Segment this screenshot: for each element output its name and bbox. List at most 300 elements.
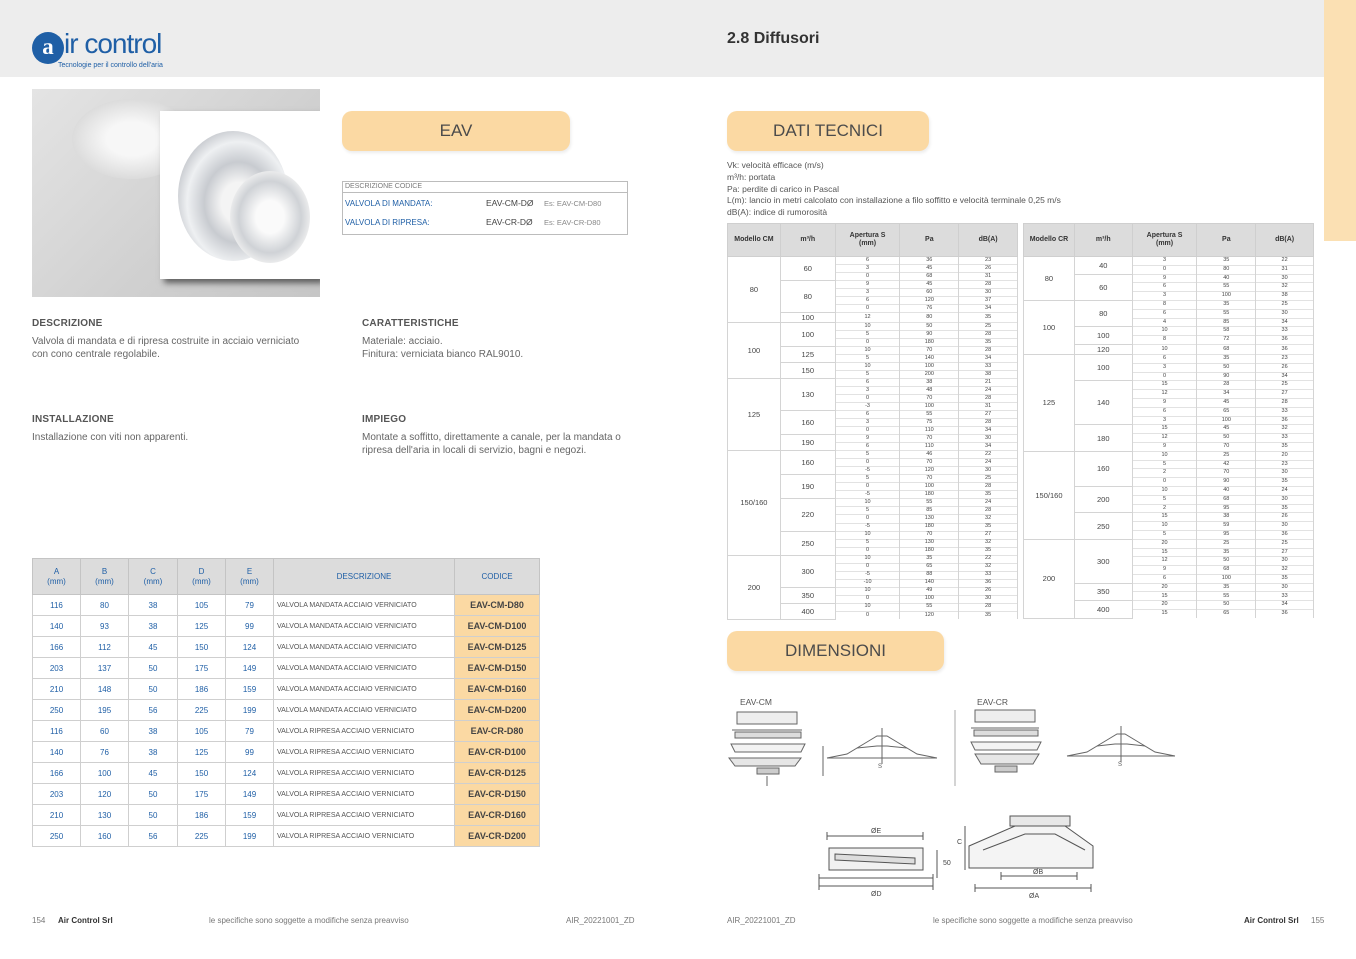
noise-cell: 35 (1256, 478, 1314, 487)
aperture-cell: -5 (835, 491, 900, 499)
product-photo (32, 89, 320, 297)
aperture-cell: 5 (835, 371, 900, 379)
pressure-cell: 95 (1197, 530, 1256, 539)
flow-cell: 60 (780, 257, 835, 281)
flow-cell: 80 (1074, 300, 1132, 326)
noise-cell: 30 (1256, 495, 1314, 504)
aperture-cell: 15 (1132, 513, 1197, 522)
pressure-cell: 90 (900, 331, 959, 339)
pressure-cell: 70 (900, 347, 959, 355)
description-cell: VALVOLA MANDATA ACCIAIO VERNICIATO (274, 595, 455, 616)
dimension-cell: 149 (226, 784, 274, 805)
aperture-cell: 0 (1132, 372, 1197, 381)
pressure-cell: 140 (900, 579, 959, 587)
logo-mark: a (32, 32, 64, 64)
flow-cell: 120 (1074, 344, 1132, 354)
noise-cell: 28 (959, 395, 1018, 403)
pressure-cell: 28 (1197, 381, 1256, 390)
dimension-cell: 166 (33, 763, 81, 784)
dim-label-cr: EAV-CR (977, 697, 1009, 707)
aperture-cell: 12 (1132, 434, 1197, 443)
flow-cell: 190 (780, 435, 835, 451)
noise-cell: 30 (959, 595, 1018, 603)
noise-cell: 33 (1256, 407, 1314, 416)
noise-cell: 23 (1256, 460, 1314, 469)
aperture-cell: 3 (835, 419, 900, 427)
aperture-cell: 10 (835, 531, 900, 539)
pressure-cell: 50 (900, 323, 959, 331)
pressure-cell: 48 (900, 387, 959, 395)
pressure-cell: 180 (900, 339, 959, 347)
pressure-cell: 40 (1197, 486, 1256, 495)
table-row (33, 784, 540, 805)
pressure-cell: 180 (900, 523, 959, 531)
header-label: Apertura S (mm) (1146, 232, 1183, 247)
description-cell: VALVOLA RIPRESA ACCIAIO VERNICIATO (274, 805, 455, 826)
pressure-cell: 45 (900, 281, 959, 289)
aperture-cell: -5 (835, 523, 900, 531)
product-code-cell: EAV-CR-D200 (455, 826, 540, 847)
cr-technical-table (1023, 223, 1314, 619)
model-cell: 125 (1024, 354, 1075, 451)
dimension-drawings-bottom (815, 810, 1105, 902)
footer-note-left: le specifiche sono soggette a modifiche senza preavviso (209, 916, 409, 925)
table-header-0 (33, 559, 81, 595)
header-label: m³/h (1095, 236, 1111, 243)
aperture-cell: 3 (835, 387, 900, 395)
dimension-cell: 159 (226, 679, 274, 700)
noise-cell: 22 (1256, 257, 1314, 266)
dimension-cell: 116 (33, 721, 81, 742)
dimension-cell: 137 (81, 658, 129, 679)
pressure-cell: 35 (1197, 548, 1256, 557)
product-card-image (160, 111, 320, 279)
dimension-cell: 80 (81, 595, 129, 616)
aperture-cell: 6 (835, 257, 900, 265)
cm_table-header-4 (959, 224, 1018, 257)
table-row (33, 763, 540, 784)
code-box-header: DESCRIZIONE CODICE (345, 183, 423, 190)
aperture-cell: 9 (1132, 442, 1197, 451)
noise-cell: 27 (1256, 548, 1314, 557)
pressure-cell: 80 (900, 313, 959, 323)
pressure-cell: 75 (900, 419, 959, 427)
noise-cell: 32 (959, 563, 1018, 571)
pressure-cell: 68 (1197, 566, 1256, 575)
installazione-title: INSTALLAZIONE (32, 414, 114, 425)
caratteristiche-title: CARATTERISTICHE (362, 318, 459, 329)
pressure-cell: 70 (900, 459, 959, 467)
noise-cell: 28 (959, 281, 1018, 289)
pressure-cell: 65 (1197, 610, 1256, 619)
product-code-cell: EAV-CM-D150 (455, 658, 540, 679)
dimension-cell: 79 (226, 721, 274, 742)
model-cell: 80 (728, 257, 781, 323)
pressure-cell: 35 (1197, 354, 1256, 363)
dimension-cell: 225 (178, 826, 226, 847)
noise-cell: 23 (1256, 354, 1314, 363)
flow-cell: 350 (1074, 583, 1132, 601)
noise-cell: 35 (959, 491, 1018, 499)
dimension-cell: 45 (129, 763, 178, 784)
tech-row (1024, 451, 1314, 460)
pressure-cell: 100 (900, 595, 959, 603)
aperture-cell: 6 (835, 297, 900, 305)
noise-cell: 24 (959, 499, 1018, 507)
pressure-cell: 45 (1197, 425, 1256, 434)
description-cell: VALVOLA RIPRESA ACCIAIO VERNICIATO (274, 784, 455, 805)
pressure-cell: 60 (900, 289, 959, 297)
pressure-cell: 88 (900, 571, 959, 579)
pressure-cell: 100 (1197, 292, 1256, 301)
aperture-cell: 0 (835, 563, 900, 571)
aperture-cell: 15 (1132, 425, 1197, 434)
noise-cell: 30 (1256, 469, 1314, 478)
dim-50-label: 50 (943, 860, 951, 867)
aperture-cell: 5 (835, 451, 900, 459)
description-cell: VALVOLA RIPRESA ACCIAIO VERNICIATO (274, 742, 455, 763)
noise-cell: 34 (1256, 601, 1314, 610)
description-cell: VALVOLA RIPRESA ACCIAIO VERNICIATO (274, 721, 455, 742)
flow-cell: 180 (1074, 425, 1132, 451)
flow-cell: 200 (1074, 486, 1132, 512)
pressure-cell: 50 (1197, 363, 1256, 372)
noise-cell: 27 (959, 531, 1018, 539)
noise-cell: 28 (959, 419, 1018, 427)
noise-cell: 25 (959, 475, 1018, 483)
model-cell: 200 (1024, 539, 1075, 618)
code-label-ripresa: VALVOLA DI RIPRESA: (345, 218, 430, 227)
noise-cell: 20 (1256, 451, 1314, 460)
pressure-cell: 100 (900, 483, 959, 491)
table-row (33, 637, 540, 658)
aperture-cell: 15 (1132, 381, 1197, 390)
dimension-cell: 150 (178, 763, 226, 784)
pressure-cell: 35 (1197, 257, 1256, 266)
caratteristiche-material: Materiale: acciaio. (362, 336, 443, 347)
dimension-cell: 199 (226, 700, 274, 721)
noise-cell: 35 (1256, 504, 1314, 513)
aperture-cell: 10 (835, 499, 900, 507)
pressure-cell: 55 (900, 603, 959, 611)
aperture-cell: 0 (835, 339, 900, 347)
aperture-cell: 5 (835, 539, 900, 547)
noise-cell: 36 (959, 579, 1018, 587)
pressure-cell: 130 (900, 539, 959, 547)
pressure-cell: 25 (1197, 539, 1256, 548)
product-code-cell: EAV-CR-D80 (455, 721, 540, 742)
pressure-cell: 59 (1197, 522, 1256, 531)
cm_table-header-1 (780, 224, 835, 257)
dimension-cell: 124 (226, 637, 274, 658)
noise-cell: 38 (959, 371, 1018, 379)
dimension-cell: 130 (81, 805, 129, 826)
noise-cell: 28 (959, 483, 1018, 491)
flow-cell: 40 (1074, 257, 1132, 275)
tech-row (1024, 300, 1314, 309)
header-label: dB(A) (1275, 236, 1295, 243)
pressure-cell: 45 (900, 265, 959, 273)
pressure-cell: 110 (900, 427, 959, 435)
caratteristiche-finish: Finitura: verniciata bianco RAL9010. (362, 349, 524, 360)
table-header-6 (455, 559, 540, 595)
pressure-cell: 85 (900, 507, 959, 515)
noise-cell: 24 (1256, 486, 1314, 495)
aperture-cell: 15 (1132, 548, 1197, 557)
aperture-cell: 10 (1132, 486, 1197, 495)
pressure-cell: 80 (1197, 265, 1256, 274)
noise-cell: 34 (1256, 318, 1314, 327)
aperture-cell: -5 (835, 571, 900, 579)
dimension-cell: 105 (178, 721, 226, 742)
pressure-cell: 72 (1197, 336, 1256, 345)
dimension-cell: 100 (81, 763, 129, 784)
flow-cell: 350 (780, 587, 835, 603)
dimension-cell: 99 (226, 616, 274, 637)
pressure-cell: 70 (900, 531, 959, 539)
dimension-cell: 116 (33, 595, 81, 616)
model-cell: 125 (728, 379, 781, 451)
noise-cell: 30 (1256, 583, 1314, 592)
table-row (33, 658, 540, 679)
description-cell: VALVOLA RIPRESA ACCIAIO VERNICIATO (274, 826, 455, 847)
noise-cell: 36 (1256, 344, 1314, 354)
dim-b-label: ØB (1033, 869, 1044, 876)
logo-wordmark: ir control (64, 28, 162, 59)
aperture-cell: 10 (835, 347, 900, 355)
noise-cell: 34 (959, 443, 1018, 451)
dimension-cell: 50 (129, 658, 178, 679)
chapter-title: 2.8 Diffusori (727, 30, 820, 47)
flow-cell: 100 (1074, 327, 1132, 345)
dimension-cell: 203 (33, 784, 81, 805)
dimension-cell: 159 (226, 805, 274, 826)
description-cell: VALVOLA MANDATA ACCIAIO VERNICIATO (274, 679, 455, 700)
header-label: Modello CM (734, 236, 774, 243)
aperture-cell: 5 (1132, 495, 1197, 504)
aperture-cell: 20 (1132, 583, 1197, 592)
pressure-cell: 90 (1197, 478, 1256, 487)
code-format-mandata: EAV-CM-DØ (486, 198, 534, 208)
pressure-cell: 68 (1197, 344, 1256, 354)
dati-tecnici-title: DATI TECNICI (727, 111, 929, 151)
model-cell: 150/160 (1024, 451, 1075, 539)
dimension-cell: 203 (33, 658, 81, 679)
model-cell: 150/160 (728, 451, 781, 555)
noise-cell: 30 (1256, 309, 1314, 318)
flow-cell: 100 (780, 313, 835, 323)
noise-cell: 36 (1256, 416, 1314, 425)
description-cell: VALVOLA MANDATA ACCIAIO VERNICIATO (274, 616, 455, 637)
aperture-cell: 2 (1132, 469, 1197, 478)
cm-side-collar (737, 712, 797, 724)
noise-cell: 25 (959, 323, 1018, 331)
table-row (33, 616, 540, 637)
code-format-ripresa: EAV-CR-DØ (486, 217, 533, 227)
dimension-cell: 99 (226, 742, 274, 763)
pressure-cell: 70 (900, 475, 959, 483)
aperture-cell: 0 (835, 305, 900, 313)
dimension-cell: 166 (33, 637, 81, 658)
code-example-ripresa: Es: EAV-CR-D80 (544, 218, 601, 227)
aperture-cell: 3 (835, 289, 900, 297)
flow-cell: 190 (780, 475, 835, 499)
dimension-cell: 105 (178, 595, 226, 616)
noise-cell: 28 (1256, 398, 1314, 407)
aperture-cell: 6 (1132, 574, 1197, 583)
dimension-cell: 38 (129, 595, 178, 616)
dimension-cell: 195 (81, 700, 129, 721)
noise-cell: 35 (959, 547, 1018, 555)
dimension-cell: 50 (129, 679, 178, 700)
aperture-cell: 9 (835, 435, 900, 443)
product-code-cell: EAV-CR-D160 (455, 805, 540, 826)
pressure-cell: 110 (900, 443, 959, 451)
aperture-cell: 3 (1132, 257, 1197, 266)
aperture-cell: 3 (1132, 363, 1197, 372)
noise-cell: 23 (959, 257, 1018, 265)
flow-cell: 160 (1074, 451, 1132, 486)
dimension-cell: 210 (33, 805, 81, 826)
noise-cell: 28 (959, 331, 1018, 339)
aperture-cell: 3 (835, 265, 900, 273)
product-code-cell: EAV-CR-D100 (455, 742, 540, 763)
noise-cell: 26 (1256, 513, 1314, 522)
pressure-cell: 70 (1197, 442, 1256, 451)
noise-cell: 37 (959, 297, 1018, 305)
noise-cell: 26 (1256, 363, 1314, 372)
dimension-cell: 56 (129, 700, 178, 721)
noise-cell: 25 (1256, 539, 1314, 548)
dimension-cell: 160 (81, 826, 129, 847)
dimensioni-title: DIMENSIONI (727, 631, 944, 671)
flow-cell: 400 (1074, 601, 1132, 619)
pressure-cell: 42 (1197, 460, 1256, 469)
footer-doc-right: AIR_20221001_ZD (727, 916, 796, 925)
model-cell: 200 (728, 555, 781, 619)
dimension-cell: 38 (129, 616, 178, 637)
table-row (33, 805, 540, 826)
dimension-cell: 175 (178, 784, 226, 805)
aperture-cell: 10 (835, 323, 900, 331)
aperture-cell: 0 (835, 595, 900, 603)
aperture-cell: 0 (835, 547, 900, 555)
aperture-cell: -10 (835, 579, 900, 587)
pressure-cell: 35 (1197, 583, 1256, 592)
noise-cell: 33 (1256, 592, 1314, 601)
aperture-cell: 10 (835, 587, 900, 595)
noise-cell: 35 (1256, 442, 1314, 451)
pressure-cell: 55 (1197, 309, 1256, 318)
model-cell: 100 (728, 323, 781, 379)
pressure-cell: 180 (900, 491, 959, 499)
table-row (33, 595, 540, 616)
table-header-1 (81, 559, 129, 595)
product-title: EAV (342, 111, 570, 151)
flow-cell: 80 (780, 281, 835, 313)
dimension-cell: 140 (33, 616, 81, 637)
flow-cell: 160 (780, 451, 835, 475)
pressure-cell: 25 (1197, 451, 1256, 460)
dimension-cell: 186 (178, 679, 226, 700)
product-codes-table (32, 558, 540, 847)
pressure-cell: 55 (1197, 283, 1256, 292)
aperture-cell: 3 (1132, 292, 1197, 301)
aperture-cell: 20 (1132, 601, 1197, 610)
pressure-cell: 40 (1197, 274, 1256, 283)
aperture-cell: 6 (1132, 309, 1197, 318)
noise-cell: 30 (1256, 274, 1314, 283)
aperture-cell: 3 (1132, 416, 1197, 425)
noise-cell: 34 (959, 355, 1018, 363)
dimension-cell: 175 (178, 658, 226, 679)
dimension-cell: 124 (226, 763, 274, 784)
cm_table-header-2 (835, 224, 900, 257)
model-cell: 100 (1024, 300, 1075, 354)
noise-cell: 35 (1256, 574, 1314, 583)
aperture-cell: -3 (835, 403, 900, 411)
pressure-cell: 180 (900, 547, 959, 555)
dim-c-label: C (957, 839, 963, 846)
noise-cell: 26 (959, 265, 1018, 273)
technical-legend (727, 160, 1061, 219)
noise-cell: 28 (959, 347, 1018, 355)
header-label: dB(A) (978, 236, 998, 243)
noise-cell: 28 (959, 507, 1018, 515)
dimension-cell: 112 (81, 637, 129, 658)
pressure-cell: 55 (900, 411, 959, 419)
cm_table-header-3 (900, 224, 959, 257)
table-row (33, 679, 540, 700)
dimension-cell: 50 (129, 784, 178, 805)
air-control-logo (32, 28, 172, 74)
dim-label-cm: EAV-CM (740, 697, 772, 707)
dimension-cell: 60 (81, 721, 129, 742)
noise-cell: 26 (959, 587, 1018, 595)
dimension-cell: 148 (81, 679, 129, 700)
pressure-cell: 38 (900, 379, 959, 387)
aperture-cell: 0 (835, 611, 900, 619)
table-row (33, 742, 540, 763)
cm_table-header-0 (728, 224, 781, 257)
cr_table-header-1 (1074, 224, 1132, 257)
table-row (33, 700, 540, 721)
code-example-mandata: Es: EAV-CM-D80 (544, 199, 602, 208)
aperture-cell: 12 (1132, 557, 1197, 566)
pressure-cell: 90 (1197, 372, 1256, 381)
header-label: DESCRIZIONE (336, 571, 392, 581)
flow-cell: 250 (780, 531, 835, 555)
aperture-cell: 9 (1132, 398, 1197, 407)
pressure-cell: 58 (1197, 327, 1256, 336)
pressure-cell: 120 (900, 611, 959, 619)
aperture-cell: 10 (835, 603, 900, 611)
dimension-cell: 93 (81, 616, 129, 637)
dim-d-label: ØD (871, 891, 882, 898)
noise-cell: 34 (959, 427, 1018, 435)
aperture-cell: 5 (835, 475, 900, 483)
product-code-cell: EAV-CM-D125 (455, 637, 540, 658)
pressure-cell: 35 (900, 555, 959, 563)
aperture-cell: 6 (835, 411, 900, 419)
dimension-cell: 149 (226, 658, 274, 679)
pressure-cell: 68 (1197, 495, 1256, 504)
header-bar (0, 0, 1356, 77)
aperture-cell: 10 (1132, 522, 1197, 531)
aperture-cell: 15 (1132, 610, 1197, 619)
aperture-cell: 0 (1132, 478, 1197, 487)
aperture-cell: 5 (835, 355, 900, 363)
